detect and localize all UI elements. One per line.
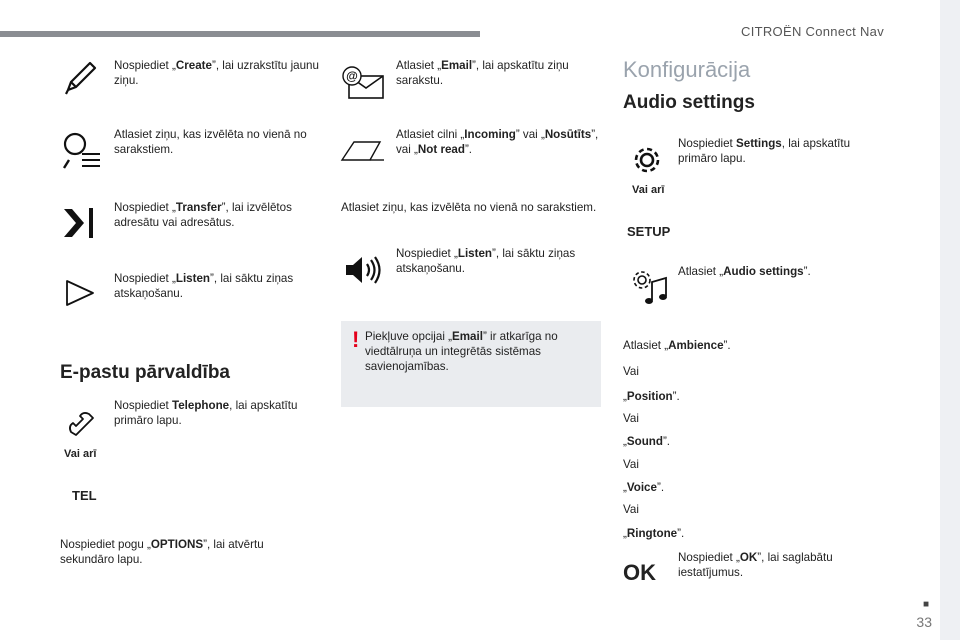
select-message-text-2: Atlasiet ziņu, kas izvēlēta no vienā no sarakstiem. bbox=[341, 201, 597, 214]
speaker-icon bbox=[344, 254, 382, 286]
sound-text: „Sound”. bbox=[623, 435, 671, 448]
gear-music-icon bbox=[630, 268, 670, 308]
pencil-icon bbox=[62, 58, 98, 96]
ambience-text: Atlasiet „Ambience”. bbox=[623, 339, 731, 352]
or-text-1: Vai bbox=[623, 365, 639, 378]
email-icon bbox=[341, 66, 385, 100]
or-text-3: Vai bbox=[623, 458, 639, 471]
warning-icon: ! bbox=[352, 327, 360, 352]
position-text: „Position”. bbox=[623, 390, 680, 403]
ok-label: OK bbox=[623, 560, 656, 585]
search-list-icon bbox=[60, 130, 102, 170]
side-strip bbox=[940, 0, 960, 640]
transfer-icon bbox=[62, 205, 96, 241]
or-text-2: Vai bbox=[623, 412, 639, 425]
tel-label: TEL bbox=[72, 488, 97, 503]
or-label: Vai arī bbox=[64, 448, 97, 460]
listen-text: Nospiediet „Listen”, lai sāktu ziņas atskaņošanu. bbox=[114, 272, 294, 300]
play-icon bbox=[63, 278, 97, 308]
transfer-text: Nospiediet „Transfer”, lai izvēlētos adresātu vai adresātus. bbox=[114, 201, 292, 229]
phone-icon bbox=[66, 408, 100, 438]
note-text: Piekļuve opcijai „Email” ir atkarīga no viedtālruņa un integrētās sistēmas savienojamības. bbox=[365, 330, 558, 373]
subtitle-audio-settings: Audio settings bbox=[623, 92, 755, 113]
settings-text: Nospiediet Settings, lai apskatītu primāro lapu. bbox=[678, 137, 851, 165]
page-marker: ■ bbox=[922, 599, 929, 610]
or-text-4: Vai bbox=[623, 503, 639, 516]
header-title: CITROËN Connect Nav bbox=[741, 24, 884, 39]
create-text: Nospiediet „Create”, lai uzrakstītu jaunu ziņu. bbox=[114, 59, 319, 87]
ok-text: Nospiediet „OK”, lai saglabātu iestatījumus. bbox=[678, 551, 833, 579]
svg-text:@: @ bbox=[346, 69, 358, 83]
gear-icon bbox=[631, 144, 663, 176]
ringtone-text: „Ringtone”. bbox=[623, 527, 685, 540]
telephone-text: Nospiediet Telephone, lai apskatītu primāro lapu. bbox=[114, 399, 298, 427]
top-bar bbox=[0, 31, 480, 37]
email-text: Atlasiet „Email”, lai apskatītu ziņu sarakstu. bbox=[396, 59, 569, 87]
voice-text: „Voice”. bbox=[623, 481, 665, 494]
select-message-text: Atlasiet ziņu, kas izvēlēta no vienā no sarakstiem. bbox=[114, 128, 307, 156]
setup-label: SETUP bbox=[627, 224, 671, 239]
options-text: Nospiediet pogu „OPTIONS”, lai atvērtu sekundāro lapu. bbox=[60, 538, 264, 566]
section-title-email: E-pastu pārvaldība bbox=[60, 362, 230, 383]
note-box bbox=[341, 321, 601, 407]
or-label-2: Vai arī bbox=[632, 184, 665, 196]
tabs-text: Atlasiet cilni „Incoming” vai „Nosūtīts”, vai „Not read”. bbox=[396, 128, 599, 156]
tab-icon bbox=[340, 140, 386, 162]
page-number: 33 bbox=[916, 614, 932, 630]
section-title-config: Konfigurācija bbox=[623, 57, 751, 82]
audio-settings-text: Atlasiet „Audio settings”. bbox=[678, 265, 811, 278]
listen-text-2: Nospiediet „Listen”, lai sāktu ziņas atskaņošanu. bbox=[396, 247, 576, 275]
